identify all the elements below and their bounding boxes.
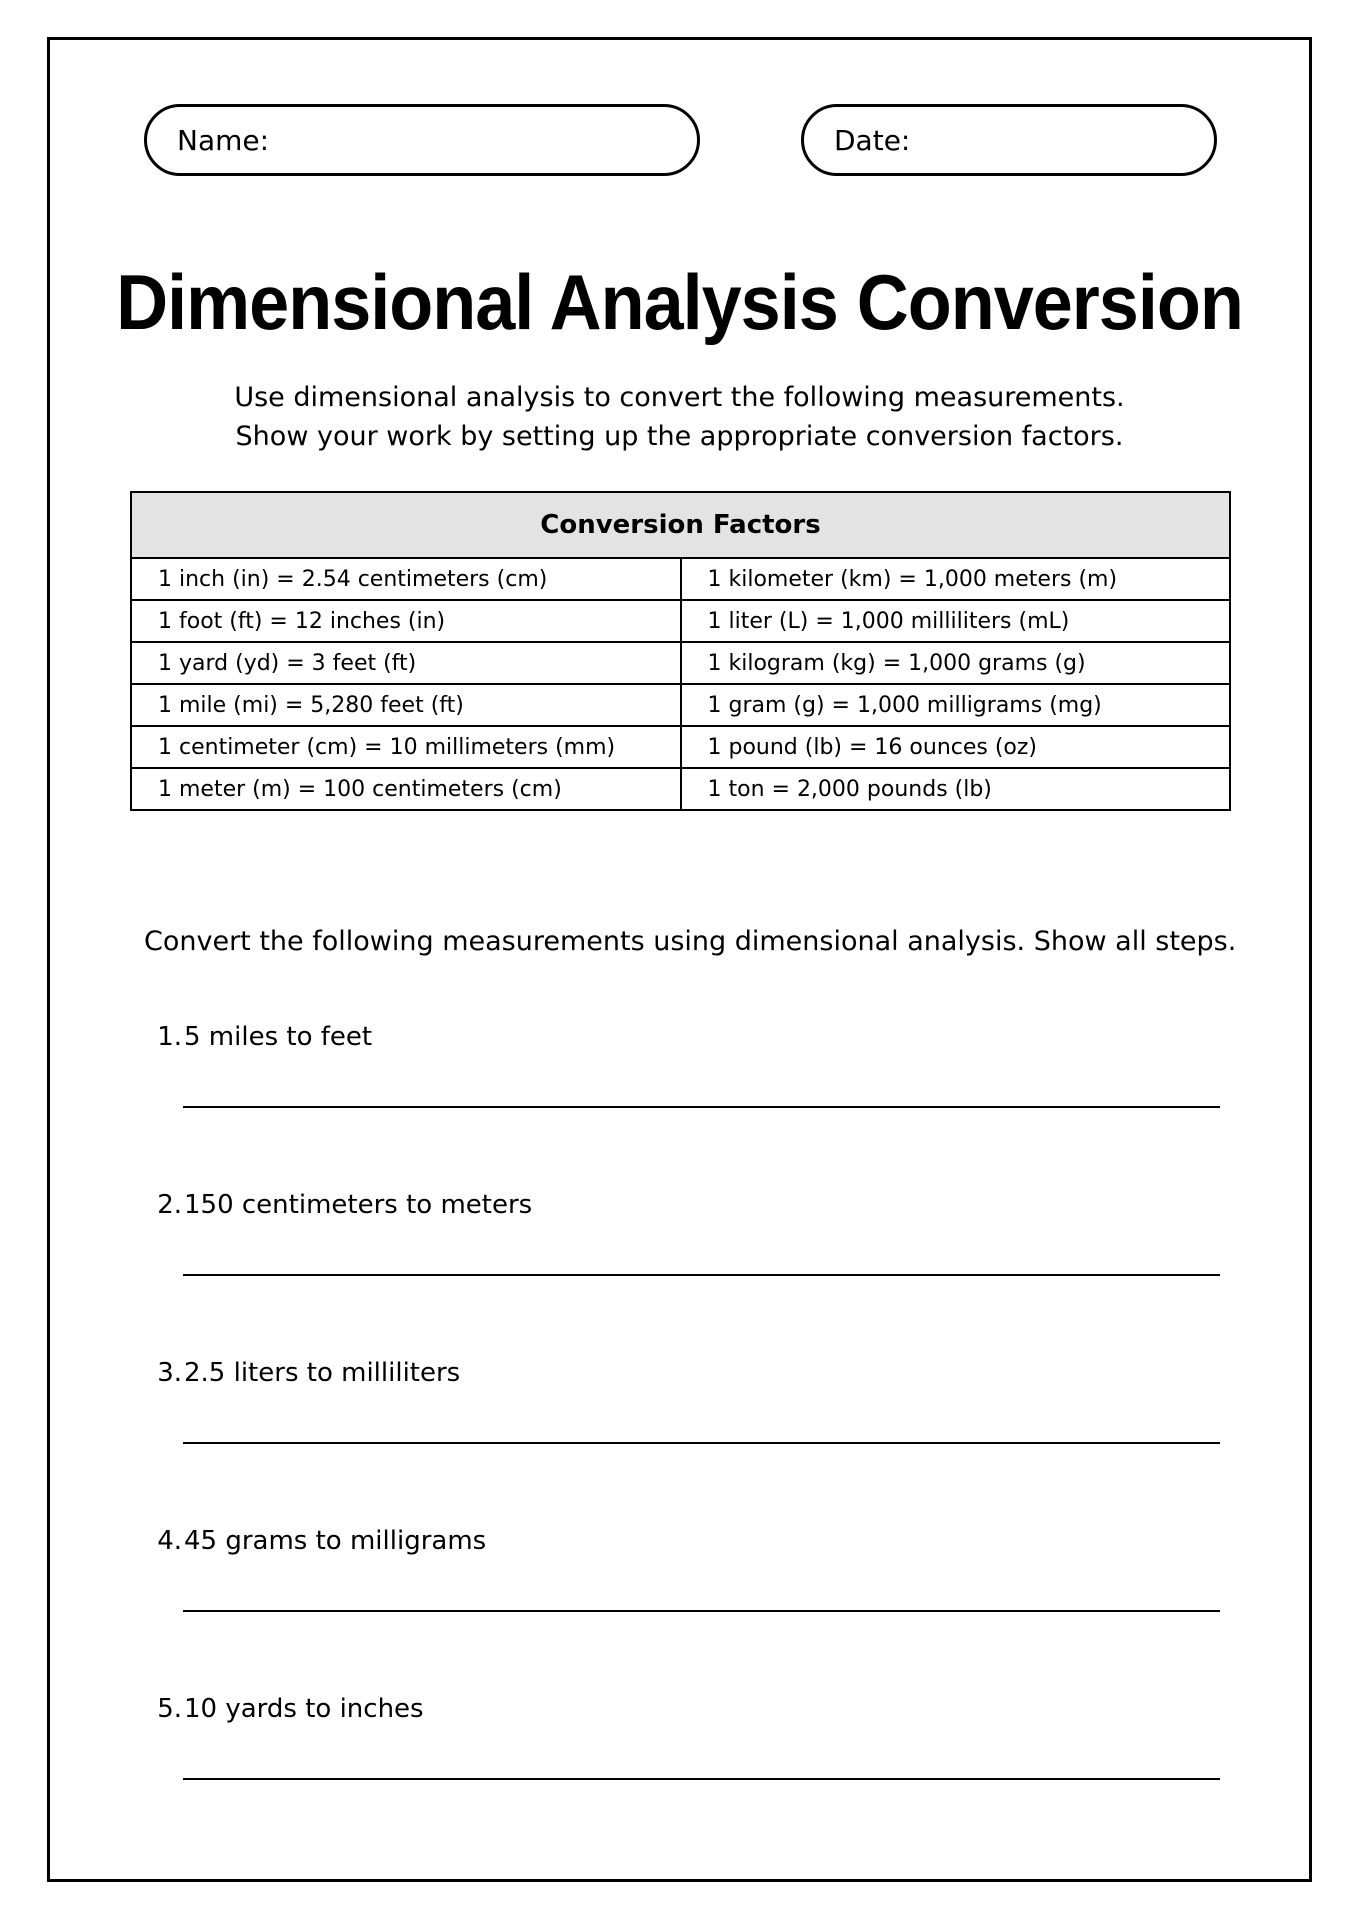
- question-item: [144, 1358, 1220, 1458]
- table-cell: 1 liter (L) = 1,000 milliliters (mL): [681, 600, 1231, 642]
- instruction-line: Use dimensional analysis to convert the following measurements.: [234, 382, 1125, 413]
- answer-line[interactable]: [183, 1442, 1220, 1444]
- table-row: [131, 726, 1230, 768]
- table-row: [131, 642, 1230, 684]
- question-item: [144, 1694, 1220, 1794]
- table-row: [131, 768, 1230, 810]
- table-cell: 1 foot (ft) = 12 inches (in): [131, 600, 681, 642]
- section-prompt: Convert the following measurements using dimensional analysis. Show all steps.: [144, 926, 1237, 957]
- question-number: 2.: [157, 1190, 182, 1220]
- name-field[interactable]: [144, 104, 700, 176]
- question-number: 1.: [157, 1022, 182, 1052]
- question-number: 3.: [157, 1358, 182, 1388]
- table-heading: Conversion Factors: [131, 492, 1230, 558]
- question-item: [144, 1022, 1220, 1122]
- table-cell: 1 inch (in) = 2.54 centimeters (cm): [131, 558, 681, 600]
- answer-line[interactable]: [183, 1274, 1220, 1276]
- question-text: 5 miles to feet: [184, 1022, 373, 1052]
- name-label: Name:: [177, 123, 270, 157]
- question-item: [144, 1190, 1220, 1290]
- date-label: Date:: [834, 123, 911, 157]
- table-cell: 1 meter (m) = 100 centimeters (cm): [131, 768, 681, 810]
- question-number: 4.: [157, 1526, 182, 1556]
- table-cell: 1 ton = 2,000 pounds (lb): [681, 768, 1231, 810]
- table-cell: 1 gram (g) = 1,000 milligrams (mg): [681, 684, 1231, 726]
- instructions: [0, 378, 1359, 456]
- question-item: [144, 1526, 1220, 1626]
- answer-line[interactable]: [183, 1610, 1220, 1612]
- question-text: 10 yards to inches: [184, 1694, 424, 1724]
- question-text: 2.5 liters to milliliters: [184, 1358, 461, 1388]
- table-row: [131, 684, 1230, 726]
- table-cell: 1 kilometer (km) = 1,000 meters (m): [681, 558, 1231, 600]
- question-text: 150 centimeters to meters: [184, 1190, 533, 1220]
- date-field[interactable]: [801, 104, 1217, 176]
- worksheet-title: Dimensional Analysis Conversion: [116, 259, 1243, 347]
- table-cell: 1 mile (mi) = 5,280 feet (ft): [131, 684, 681, 726]
- question-number: 5.: [157, 1694, 182, 1724]
- table-cell: 1 centimeter (cm) = 10 millimeters (mm): [131, 726, 681, 768]
- answer-line[interactable]: [183, 1778, 1220, 1780]
- table-cell: 1 pound (lb) = 16 ounces (oz): [681, 726, 1231, 768]
- conversion-factors-table: [130, 491, 1231, 811]
- table-row: [131, 600, 1230, 642]
- answer-line[interactable]: [183, 1106, 1220, 1108]
- table-row: [131, 558, 1230, 600]
- table-cell: 1 yard (yd) = 3 feet (ft): [131, 642, 681, 684]
- instruction-line: Show your work by setting up the appropriate conversion factors.: [235, 421, 1124, 452]
- question-text: 45 grams to milligrams: [184, 1526, 487, 1556]
- table-cell: 1 kilogram (kg) = 1,000 grams (g): [681, 642, 1231, 684]
